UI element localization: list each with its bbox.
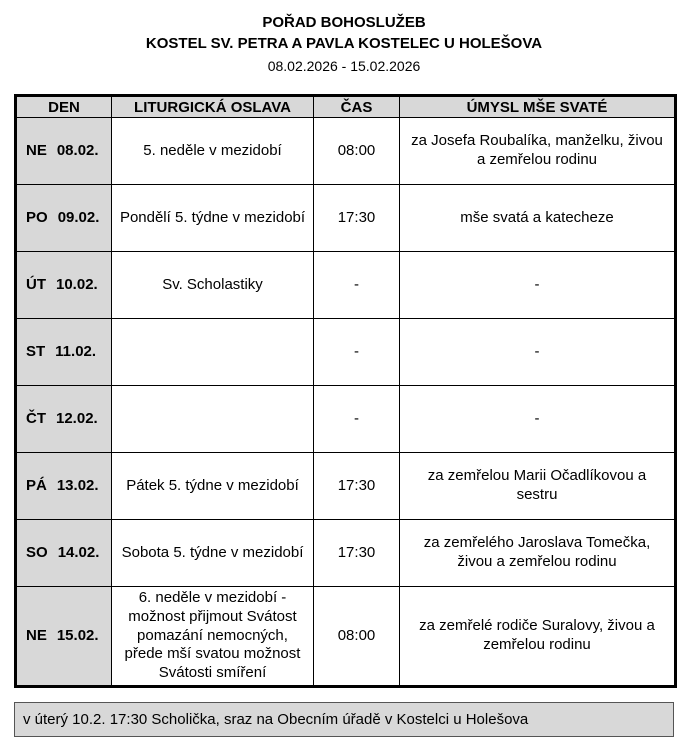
table-row	[16, 386, 676, 453]
footer-note: v úterý 10.2. 17:30 Scholička, sraz na Obecním úřadě v Kostelci u Holešova	[14, 702, 674, 737]
time-cell: 08:00	[314, 118, 400, 185]
table-row	[16, 319, 676, 386]
day-cell	[16, 319, 112, 386]
day-date: 10.02.	[56, 275, 98, 293]
document-header	[14, 10, 674, 74]
day-abbr: PO	[26, 208, 48, 226]
day-abbr: NE	[26, 141, 47, 159]
intention-cell: za zemřelého Jaroslava Tomečka, živou a zemřelou rodinu	[400, 520, 676, 587]
liturgy-cell	[112, 319, 314, 386]
day-abbr: PÁ	[26, 476, 47, 494]
intention-cell: za zemřelou Marii Očadlíkovou a sestru	[400, 453, 676, 520]
day-date: 13.02.	[56, 476, 99, 494]
intention-cell: -	[400, 252, 676, 319]
time-cell: -	[314, 386, 400, 453]
intention-cell: -	[400, 319, 676, 386]
day-cell	[16, 118, 112, 185]
table-row	[16, 520, 676, 587]
date-range: 08.02.2026 - 15.02.2026	[267, 58, 421, 74]
document-title: POŘAD BOHOSLUŽEB	[262, 14, 426, 31]
liturgy-cell: 5. neděle v mezidobí	[112, 118, 314, 185]
table-header-row	[16, 96, 676, 118]
day-abbr: NE	[26, 626, 47, 644]
table-row	[16, 453, 676, 520]
intention-cell: mše svatá a katecheze	[400, 185, 676, 252]
column-header-time: ČAS	[314, 96, 400, 118]
day-date: 14.02.	[57, 543, 100, 561]
day-cell	[16, 252, 112, 319]
time-cell: -	[314, 319, 400, 386]
table-row	[16, 587, 676, 687]
intention-cell: za Josefa Roubalíka, manželku, živou a zemřelou rodinu	[400, 118, 676, 185]
table-row	[16, 185, 676, 252]
schedule-table	[14, 94, 677, 688]
table-row	[16, 118, 676, 185]
day-date: 11.02.	[55, 342, 97, 360]
intention-cell: -	[400, 386, 676, 453]
time-cell: 08:00	[314, 587, 400, 687]
column-header-liturgy: LITURGICKÁ OSLAVA	[112, 96, 314, 118]
liturgy-cell: Pátek 5. týdne v mezidobí	[112, 453, 314, 520]
day-abbr: ST	[26, 342, 46, 360]
liturgy-cell	[112, 386, 314, 453]
liturgy-cell: Sobota 5. týdne v mezidobí	[112, 520, 314, 587]
day-cell	[16, 453, 112, 520]
table-row	[16, 252, 676, 319]
time-cell: 17:30	[314, 453, 400, 520]
time-cell: 17:30	[314, 185, 400, 252]
time-cell: -	[314, 252, 400, 319]
day-abbr: ČT	[26, 409, 46, 427]
day-abbr: ÚT	[26, 275, 46, 293]
day-abbr: SO	[26, 543, 48, 561]
day-cell	[16, 520, 112, 587]
liturgy-cell: Sv. Scholastiky	[112, 252, 314, 319]
day-cell	[16, 587, 112, 687]
day-date: 09.02.	[57, 208, 100, 226]
day-date: 12.02.	[56, 409, 98, 427]
day-cell	[16, 386, 112, 453]
intention-cell: za zemřelé rodiče Suralovy, živou a zemřelou rodinu	[400, 587, 676, 687]
time-cell: 17:30	[314, 520, 400, 587]
column-header-day: DEN	[16, 96, 112, 118]
day-date: 08.02.	[56, 141, 99, 159]
document-subtitle: KOSTEL SV. PETRA A PAVLA KOSTELEC U HOLEŠOVA	[145, 35, 543, 52]
day-cell	[16, 185, 112, 252]
column-header-intention: ÚMYSL MŠE SVATÉ	[400, 96, 676, 118]
day-date: 15.02.	[56, 626, 99, 644]
liturgy-cell: 6. neděle v mezidobí - možnost přijmout Svátost pomazání nemocných, přede mší svatou možnost Svátosti smíření	[112, 587, 314, 687]
liturgy-cell: Pondělí 5. týdne v mezidobí	[112, 185, 314, 252]
